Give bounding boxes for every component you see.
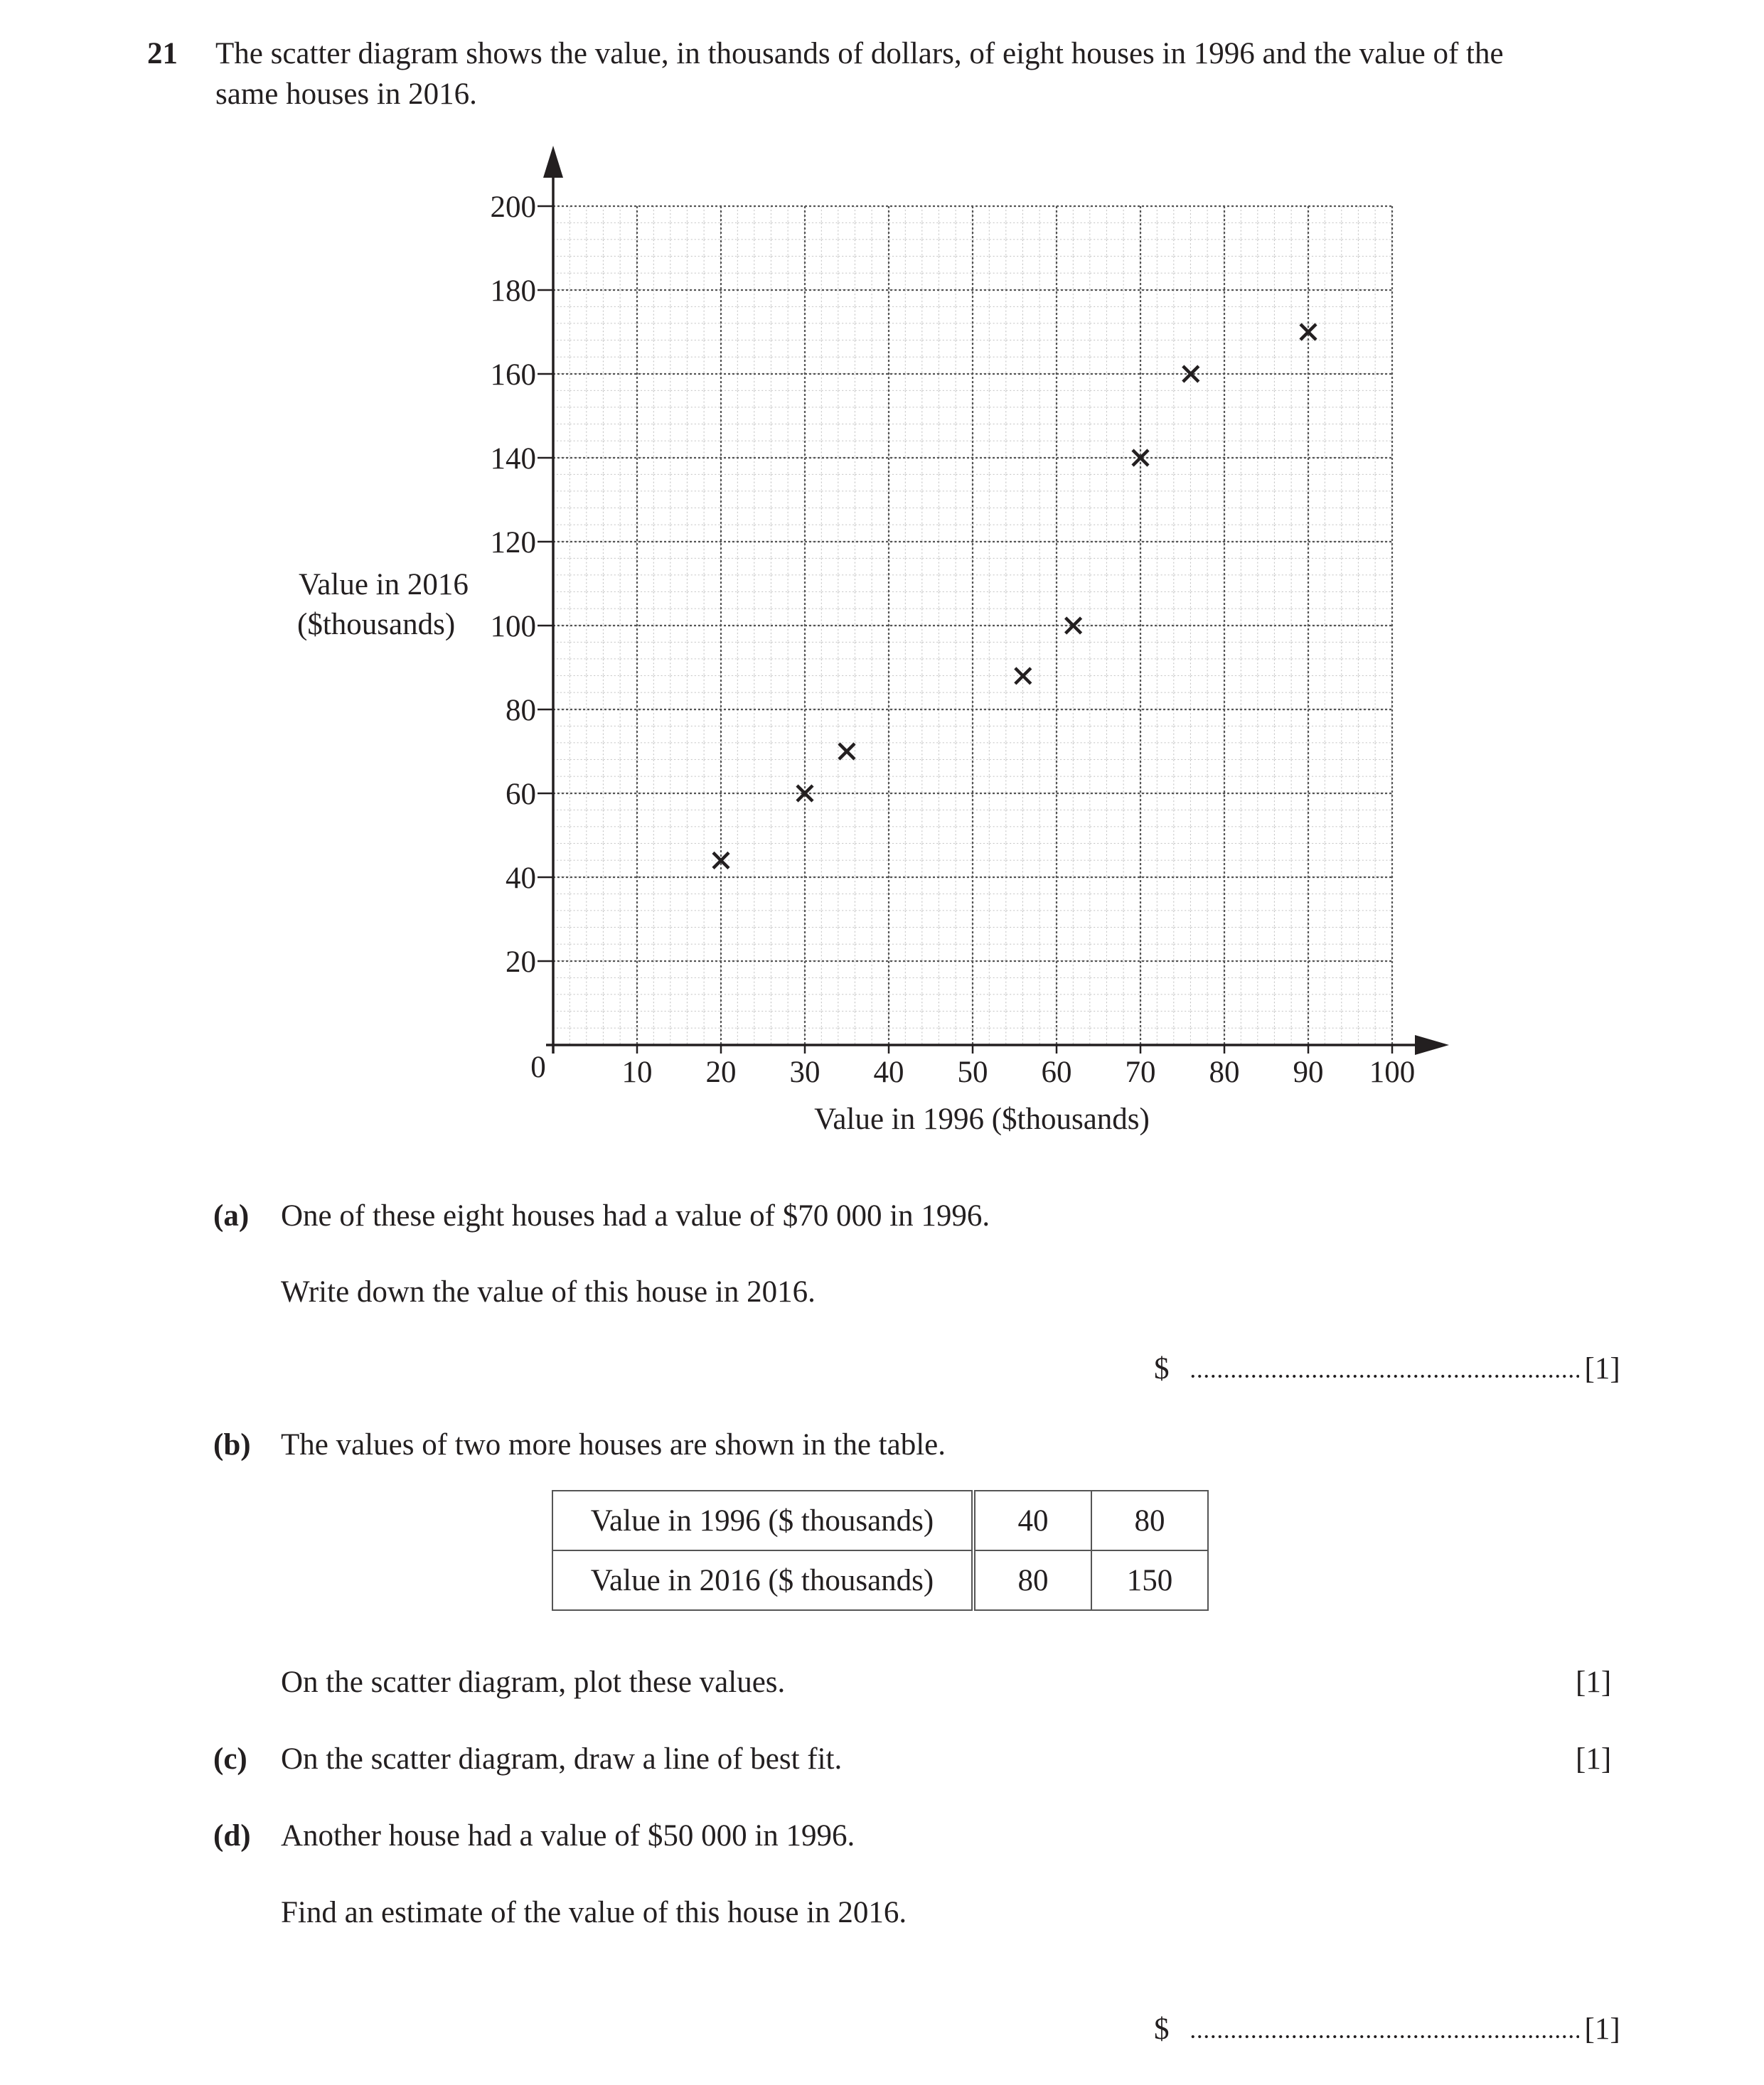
table-cell: 80 xyxy=(1091,1491,1208,1550)
part-c-marks: [1] xyxy=(1576,1742,1612,1776)
table-row xyxy=(552,1491,1208,1550)
x-tick-label: 80 xyxy=(1209,1056,1240,1089)
y-axis-label-line2: ($thousands) xyxy=(297,608,456,641)
x-axis-label: Value in 1996 ($thousands) xyxy=(814,1103,1150,1136)
x-axis-arrow xyxy=(1415,1035,1449,1055)
part-a-line1: One of these eight houses had a value of $70 000 in 1996. xyxy=(281,1199,990,1233)
x-tick-label: 100 xyxy=(1369,1056,1416,1089)
chart-grid xyxy=(553,206,1392,1045)
part-d-answer-blank[interactable] xyxy=(1190,2035,1579,2039)
origin-label: 0 xyxy=(530,1051,546,1084)
x-tick-label: 70 xyxy=(1125,1056,1156,1089)
x-tick-label: 40 xyxy=(873,1056,904,1089)
y-tick-label: 180 xyxy=(490,274,536,308)
table-row-header-2016: Value in 2016 ($ thousands) xyxy=(552,1550,973,1610)
part-d-line1: Another house had a value of $50 000 in 1996. xyxy=(281,1819,855,1853)
question-number: 21 xyxy=(147,37,178,70)
x-tick-label: 90 xyxy=(1293,1056,1324,1089)
part-a-line2: Write down the value of this house in 2016. xyxy=(281,1275,816,1309)
part-a-marks: [1] xyxy=(1584,1352,1620,1385)
y-tick-label: 100 xyxy=(490,610,536,643)
part-b-label: (b) xyxy=(213,1428,251,1462)
x-tick-label: 50 xyxy=(957,1056,988,1089)
part-a-answer-blank[interactable] xyxy=(1190,1374,1579,1378)
y-tick-label: 160 xyxy=(490,358,536,392)
values-table xyxy=(552,1490,1209,1611)
part-c-label: (c) xyxy=(213,1742,247,1776)
part-a-answer-line[interactable] xyxy=(1154,1354,1620,1384)
y-tick-label: 20 xyxy=(506,945,536,979)
part-b-line1: The values of two more houses are shown in the table. xyxy=(281,1428,946,1462)
y-axis-arrow xyxy=(543,146,563,178)
part-d-dollar-sign: $ xyxy=(1154,2012,1170,2046)
x-tick-label: 30 xyxy=(789,1056,820,1089)
y-tick-label: 120 xyxy=(490,526,536,559)
part-b-line2: On the scatter diagram, plot these values. xyxy=(281,1666,786,1699)
y-tick-label: 80 xyxy=(506,694,536,727)
part-a-dollar-sign: $ xyxy=(1154,1352,1170,1385)
table-cell: 40 xyxy=(973,1491,1091,1550)
y-tick-label: 40 xyxy=(506,862,536,895)
y-axis-label-line1: Value in 2016 xyxy=(299,568,469,601)
part-c-line1: On the scatter diagram, draw a line of best fit. xyxy=(281,1742,843,1776)
part-b-marks: [1] xyxy=(1576,1666,1612,1699)
question-intro-line2: same houses in 2016. xyxy=(215,77,477,111)
table-cell: 150 xyxy=(1091,1550,1208,1610)
y-tick-label: 140 xyxy=(490,442,536,476)
x-tick-label: 60 xyxy=(1041,1056,1072,1089)
part-d-line2: Find an estimate of the value of this house in 2016. xyxy=(281,1896,907,1929)
y-tick-label: 200 xyxy=(490,191,536,224)
part-d-marks: [1] xyxy=(1584,2012,1620,2046)
x-tick-label: 20 xyxy=(705,1056,737,1089)
table-cell: 80 xyxy=(973,1550,1091,1610)
table-row-header-1996: Value in 1996 ($ thousands) xyxy=(552,1491,973,1550)
y-tick-label: 60 xyxy=(506,778,536,811)
x-tick-label: 10 xyxy=(621,1056,653,1089)
part-d-label: (d) xyxy=(213,1819,251,1853)
table-row xyxy=(552,1550,1208,1610)
part-a-label: (a) xyxy=(213,1199,250,1233)
part-d-answer-line[interactable] xyxy=(1154,2014,1620,2044)
question-intro-line1: The scatter diagram shows the value, in thousands of dollars, of eight houses in 1996 and the value of the xyxy=(215,37,1504,70)
